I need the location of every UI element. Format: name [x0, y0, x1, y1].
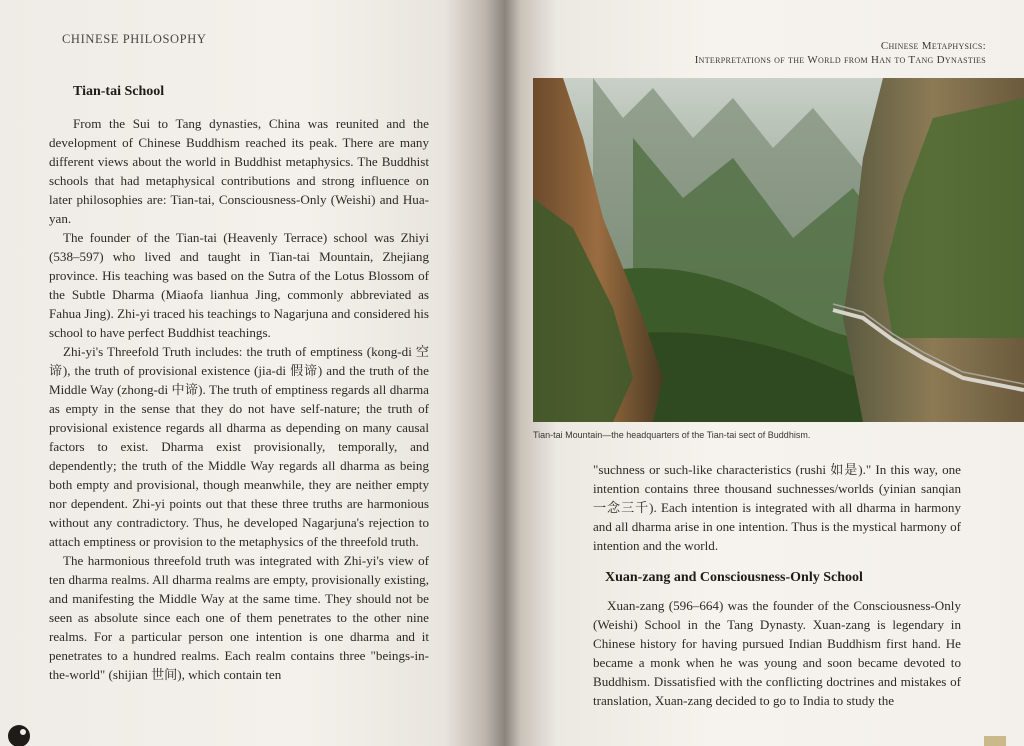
- mountain-illustration: [533, 78, 1024, 422]
- section-title-tian-tai: Tian-tai School: [73, 84, 165, 99]
- page-ornament-icon: [6, 720, 32, 746]
- paragraph: From the Sui to Tang dynasties, China was reunited and the development of Chinese Buddhism reached its peak. There are many different views about the world in Buddhist metaphysics. The Buddhist schools that had metaphysical contributions and strong influence on later philosophies are: Tian-tai, Consciousness-Only (Weishi) and Hua-yan.: [49, 116, 429, 226]
- left-page: [0, 0, 505, 746]
- tian-tai-mountain-photo: [533, 78, 1024, 422]
- running-head-line1: Chinese Metaphysics:: [880, 40, 986, 52]
- photo-caption: Tian-tai Mountain—the headquarters of the Tian-tai sect of Buddhism.: [533, 430, 811, 440]
- paragraph: Zhi-yi's Threefold Truth includes: the truth of emptiness (kong-di 空谛), the truth of provisional existence (jia-di 假谛) and the truth of the Middle Way (zhong-di 中谛). The truth of emptiness regards all dharma as empty in the sense that they do not have self-nature; the truth of provisional existence regards all dharma as depending on many causal factors to exist. Dharma exist provisionally, temporally, and dependently; the truth of the Middle Way regards all dharma as being both empty and provisional, though meanwhile, they are neither empty nor dependent. Zhi-yi points out that these three truths are harmonious without any contradictory. Thus, he developed Nagarjuna's rejection to attach emptiness or provision to the metaphysics of the threefold truth.: [49, 344, 429, 549]
- left-body-text: [49, 114, 429, 684]
- right-page: [505, 0, 1024, 746]
- right-body-text: [593, 596, 961, 710]
- right-body-continuation: [593, 460, 961, 555]
- running-head-line2: Interpretations of the World from Han to Tang Dynasties: [694, 54, 986, 66]
- paragraph: The founder of the Tian-tai (Heavenly Terrace) school was Zhiyi (538–597) who lived and taught in Tian-tai Mountain, Zhejiang province. His teaching was based on the Sutra of the Lotus Blossom of the Subtle Dharma (Miaofa lianhua Jing, commonly abbreviated as Fahua Jing). Zhi-yi traced his teachings to Nagarjuna and considered his school to have perfect Buddhist teachings.: [49, 230, 429, 340]
- section-title-xuan-zang: Xuan-zang and Consciousness-Only School: [605, 570, 863, 585]
- paragraph: The harmonious threefold truth was integrated with Zhi-yi's view of ten dharma realms. All dharma realms are empty, provisionally existing, and manifesting the Middle Way at the same time. They should not be seen as absolute since each one of them penetrates to the other nine realms. For a particular person one intention is one dharma and it penetrates to a hundred realms. Each realm contains three "beings-in-the-world" (shijian 世间), which contain ten: [49, 553, 429, 682]
- paragraph: Xuan-zang (596–664) was the founder of the Consciousness-Only (Weishi) School in the Tang Dynasty. Xuan-zang is legendary in Chinese history for having pursued Indian Buddhism first hand. He became a monk when he was young and soon became devoted to Buddhism. Dissatisfied with the conflicting doctrines and mistakes of translation, Xuan-zang decided to go to India to study the: [593, 598, 961, 708]
- paragraph: "suchness or such-like characteristics (rushi 如是)." In this way, one intention contains three thousand suchnesses/worlds (yinian sanqian 一念三千). Each intention is integrated with all dharma in harmony and all dharma arise in one intention. Thus is the mystical harmony of intention and the world.: [593, 462, 961, 553]
- running-head-right: [695, 39, 986, 67]
- running-head-left: CHINESE PHILOSOPHY: [62, 32, 207, 46]
- page-corner-tab: [984, 736, 1006, 746]
